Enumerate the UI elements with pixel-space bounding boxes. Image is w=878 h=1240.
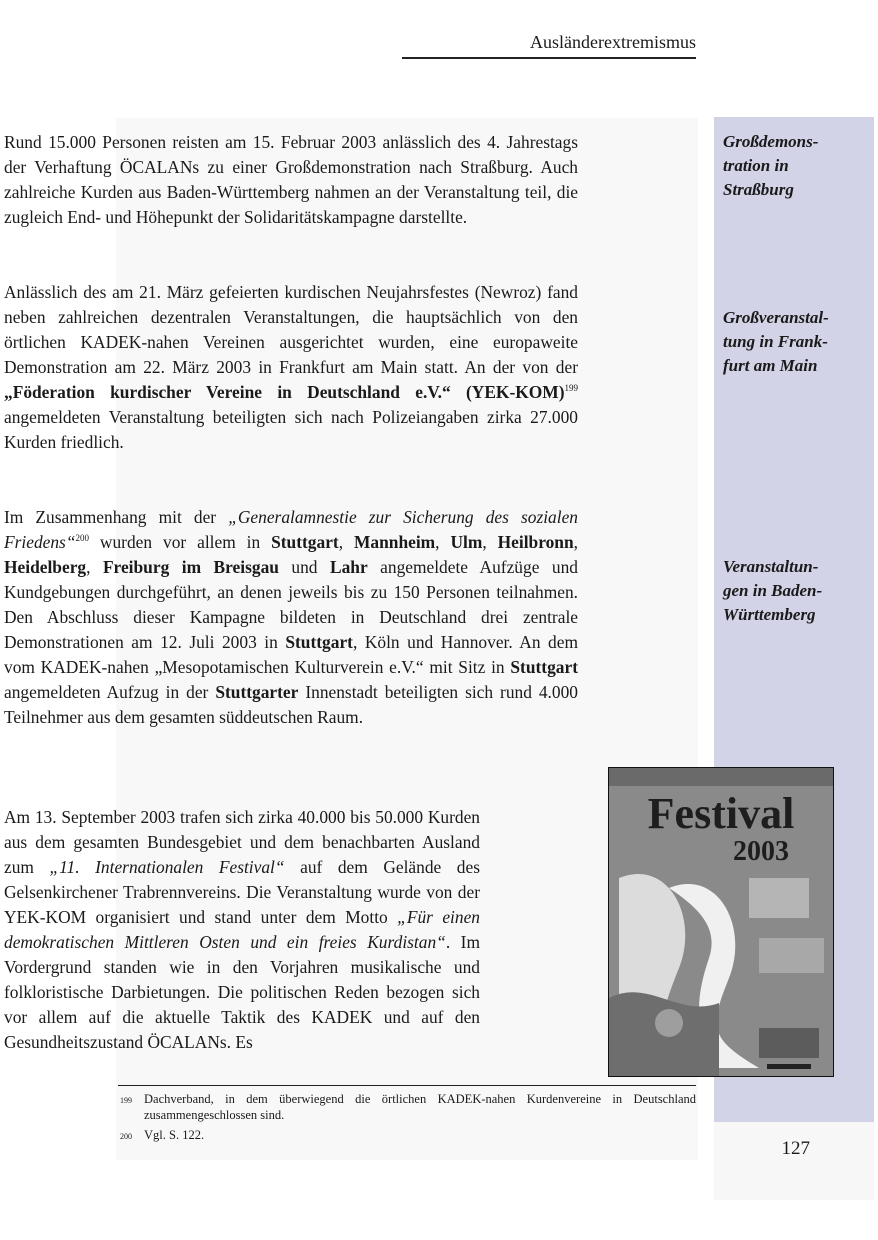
margin-note-frankfurt: Großveranstal- tung in Frank- furt am Main	[723, 308, 829, 375]
festival-name: „11. Internationalen Festival“	[49, 857, 285, 877]
footnote-ref-199: 199	[564, 383, 578, 393]
footnote-200: 200 Vgl. S. 122.	[120, 1128, 205, 1142]
poster-title: Festival	[647, 789, 795, 838]
paragraph-baden-wuerttemberg: Im Zusammenhang mit der „Generalamnestie zur Sicherung des sozialen Friedens“$^{200}$ wurden vor allem in Stuttgart, Mannheim, Ulm, Heilbronn, Heidelberg, Freiburg im Breisgau und Lahr angemeldete Aufzüge und Kundgebungen durchgeführt, an denen jeweils bis zu 150 Personen teilnahmen. Den Abschluss dieser Kampagne bildeten in Deutschland drei zentrale Demonstrationen am 12. Juli 2003 in Stuttgart, Köln und Hannover. An dem vom KADEK-nahen „Mesopotamischen Kulturverein e.V.“ mit Sitz in Stuttgart angemeldeten Aufzug in der Stuttgarter Innenstadt beteiligten sich rund 4.000 Teilnehmer aus dem gesamten süddeutschen Raum.	[4, 507, 579, 727]
margin-sidebar-foot	[714, 1122, 874, 1200]
footnote-199: 199 Dachverband, in dem überwiegend die örtlichen KADEK-nahen Kurdenvereine in Deutschland zusammengeschlossen sind.	[120, 1092, 696, 1122]
footnote-separator	[118, 1085, 696, 1086]
margin-note-strassburg: Großdemons- tration in Straßburg	[723, 132, 819, 199]
running-title: Ausländerextremismus	[530, 32, 696, 52]
paragraph-strassburg: Rund 15.000 Personen reisten am 15. Februar 2003 anlässlich des 4. Jahrestags der Verhaftung ÖCALANs zu einer Großdemonstration nach Straßburg. Auch zahlreiche Kurden aus Baden-Württemberg nahmen an der Veranstaltung teil, die zugleich End- und Höhepunkt der Solidaritätskampagne darstellte.	[4, 132, 578, 227]
footnote-ref-200: 200	[75, 533, 89, 543]
running-header	[402, 30, 696, 59]
festival-motto: „Für einen demokratischen Mittleren Osten und ein freies Kurdistan“	[4, 907, 481, 952]
paragraph-frankfurt: Anlässlich des am 21. März gefeierten kurdischen Neujahrsfestes (Newroz) fand neben zahlreichen dezentralen Veranstaltungen, die hauptsächlich von den örtlichen KADEK-nahen Vereinen ausgerichtet wurden, eine europaweite Demonstration am 22. März 2003 in Frankfurt am Main statt. An der von der „Föderation kurdischer Vereine in Deutschland e.V.“ $(YEK-KOM)^{199}$ angemeldeten Veranstaltung beteiligten sich nach Polizeiangaben zirka 27.000 Kurden friedlich.	[4, 282, 578, 452]
organization-name: „Föderation kurdischer Vereine in Deutschland e.V.“ (YEK-KOM)	[4, 382, 565, 402]
festival-poster-illustration	[609, 768, 833, 1076]
poster-year: 2003	[733, 836, 789, 867]
page-number: 127	[781, 1138, 810, 1159]
festival-poster-image	[608, 767, 834, 1077]
margin-note-baden-wuerttemberg: Veranstaltun- gen in Baden- Württemberg	[723, 557, 823, 624]
paragraph-festival: Am 13. September 2003 trafen sich zirka 40.000 bis 50.000 Kurden aus dem gesamten Bundesgebiet und dem benachbarten Ausland zum „11. Internationalen Festival“ auf dem Gelände des Gelsenkirchener Trabrennvereins. Die Veranstaltung wurde von der YEK-KOM organisiert und stand unter dem Motto „Für einen demokratischen Mittleren Osten und ein freies Kurdistan“. Im Vordergrund standen wie in den Vorjahren musikalische und folkloristische Darbietungen. Die politischen Reden bezogen sich vor allem auf die aktuelle Taktik des KADEK und auf den Gesundheitszustand ÖCALANs. Es	[4, 807, 481, 1052]
amnesty-title: „Generalamnestie zur Sicherung des sozialen Friedens“	[4, 507, 578, 552]
